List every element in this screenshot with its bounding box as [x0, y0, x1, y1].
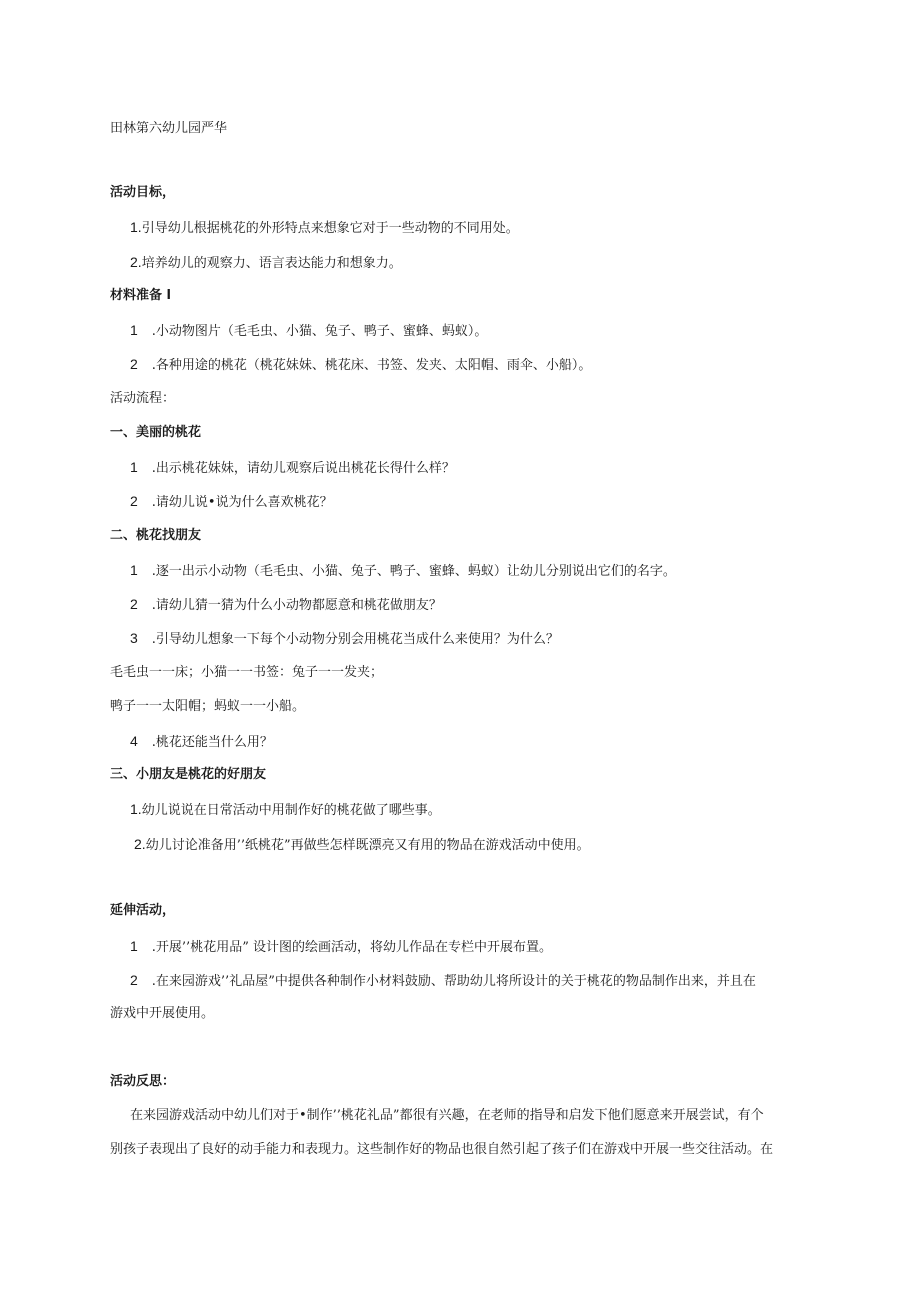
item-text: .出示桃花妹妹，请幼儿观察后说出桃花长得什么样？	[151, 461, 455, 476]
section-2-item-1	[130, 561, 676, 581]
extension-item-2-continued: 游戏中开展使用。	[110, 1006, 215, 1021]
material-item-text: .小动物图片（毛毛虫、小猫、兔子、鸭子、蜜蜂、蚂蚁）。	[151, 324, 488, 339]
section-2-item-4	[130, 732, 273, 752]
goal-item-number: 1.	[130, 219, 142, 235]
section-1-title: 一、美丽的桃花	[110, 425, 202, 440]
goal-item-number: 2.	[130, 254, 142, 270]
material-item-text: .各种用途的桃花（桃花妹妹、桃花床、书签、发夹、太阳帽、雨伞、小船）。	[151, 358, 592, 373]
item-number: 2	[130, 596, 138, 612]
section-2-title: 二、桃花找朋友	[110, 528, 202, 543]
item-text: .桃花还能当什么用？	[151, 735, 273, 750]
item-text: .请幼儿说•说为什么喜欢桃花？	[151, 495, 333, 510]
section-2-item-2	[130, 595, 442, 615]
section-3-title: 三、小朋友是桃花的好朋友	[110, 767, 267, 782]
item-text: .引导幼儿想象一下每个小动物分别会用桃花当成什么来使用？为什么？	[151, 632, 559, 647]
item-text: .开展’’桃花用品” 设计图的绘画活动，将幼儿作品在专栏中开展布置。	[151, 940, 552, 955]
item-number: 4	[130, 733, 138, 749]
animal-pairs-line-2: 鸭子一一太阳帽；蚂蚁一一小船。	[110, 699, 306, 714]
section-3-item-2	[134, 835, 590, 855]
material-item-number: 1	[130, 322, 138, 338]
reflection-heading: 活动反思：	[110, 1074, 176, 1089]
item-text: .在来园游戏’’礼品屋”中提供各种制作小材料鼓励、帮助幼儿将所设计的关于桃花的物品制作出来，并且在	[151, 974, 756, 989]
material-item-2	[130, 355, 591, 375]
item-number: 2	[130, 972, 138, 988]
item-number: 1	[130, 459, 138, 475]
item-text: 幼儿讨论准备用’’纸桃花”再做些怎样既漂亮又有用的物品在游戏活动中使用。	[145, 838, 590, 853]
extension-item-2	[130, 971, 756, 991]
section-3-item-1	[130, 800, 441, 820]
goal-item-text: 引导幼儿根据桃花的外形特点来想象它对于一些动物的不同用处。	[141, 221, 519, 236]
extension-item-1	[130, 937, 552, 957]
item-number: 2	[130, 493, 138, 509]
material-item-1	[130, 321, 487, 341]
material-item-number: 2	[130, 356, 138, 372]
goal-item-1	[130, 218, 519, 238]
reflection-line-2: 别孩子表现出了良好的动手能力和表现力。这些制作好的物品也很自然引起了孩子们在游戏中开展一些交往活动。在	[110, 1142, 774, 1157]
goal-item-text: 培养幼儿的观察力、语言表达能力和想象力。	[141, 256, 402, 271]
process-heading: 活动流程：	[110, 391, 176, 406]
item-number: 1	[130, 938, 138, 954]
item-number: 1	[130, 562, 138, 578]
section-1-item-2	[130, 492, 333, 512]
item-number: 3	[130, 630, 138, 646]
item-number: 1.	[130, 801, 142, 817]
item-text: .请幼儿猜一猜为什么小动物都愿意和桃花做朋友？	[151, 598, 442, 613]
section-2-item-3	[130, 629, 559, 649]
animal-pairs-line-1: 毛毛虫一一床；小猫一一书签：兔子一一发夹；	[110, 665, 384, 680]
item-text: .逐一出示小动物（毛毛虫、小猫、兔子、鸭子、蜜蜂、蚂蚁）让幼儿分别说出它们的名字。	[151, 564, 676, 579]
item-text: 幼儿说说在日常活动中用制作好的桃花做了哪些事。	[141, 803, 441, 818]
extension-heading: 延伸活动，	[110, 903, 176, 918]
item-number: 2.	[134, 836, 146, 852]
author-line: 田林第六幼儿园严华	[110, 121, 228, 136]
reflection-line-1: 在来园游戏活动中幼儿们对于•制作’’桃花礼品”都很有兴趣，在老师的指导和启发下他们愿意来开展尝试，有个	[130, 1108, 764, 1123]
goal-item-2	[130, 253, 402, 273]
goals-heading: 活动目标，	[110, 185, 176, 200]
section-1-item-1	[130, 458, 455, 478]
materials-heading: 材料准备 l	[110, 288, 171, 303]
